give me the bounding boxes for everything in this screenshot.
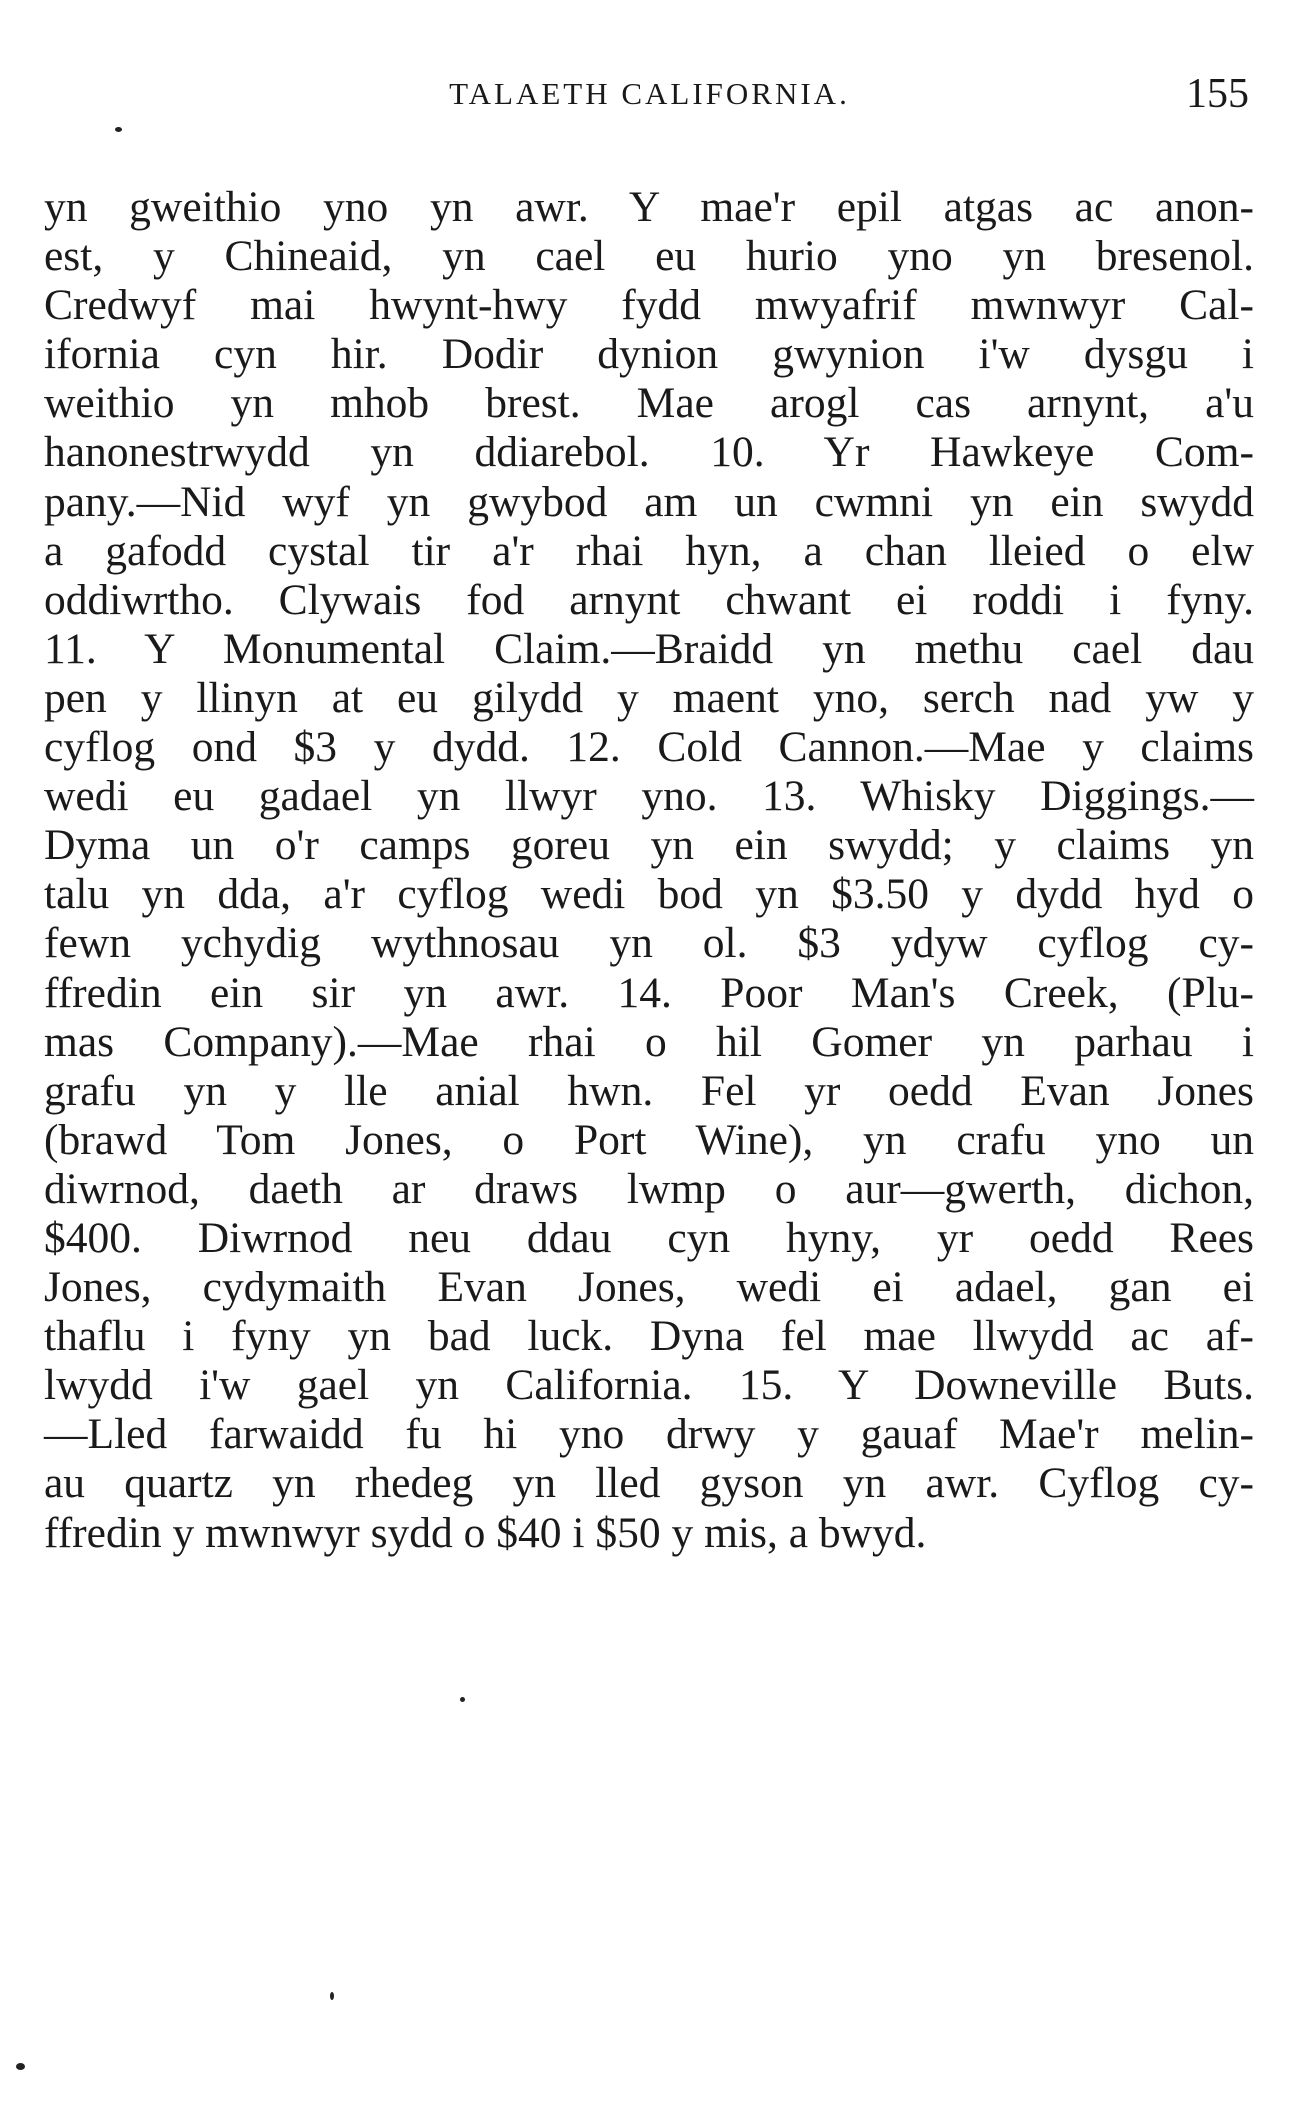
body-text — [44, 183, 1254, 1558]
text-line: oddiwrtho. Clywais fod arnynt chwant ei roddi i fyny. — [44, 575, 1254, 624]
text-line: grafu yn y lle anial hwn. Fel yr oedd Evan Jones — [44, 1066, 1254, 1115]
text-line: yn gweithio yno yn awr. Y mae'r epil atgas ac anon- — [44, 183, 1254, 231]
text-line: hanonestrwydd yn ddiarebol. 10. Yr Hawkeye Com- — [44, 428, 1254, 477]
text-line: ffredin ein sir yn awr. 14. Poor Man's Creek, (Plu- — [44, 968, 1254, 1017]
print-speck — [115, 127, 122, 132]
text-line: est, y Chineaid, yn cael eu hurio yno yn bresenol. — [44, 232, 1254, 281]
text-line: cyflog ond $3 y dydd. 12. Cold Cannon.—Mae y claims — [44, 723, 1254, 772]
text-line: diwrnod, daeth ar draws lwmp o aur—gwerth, dichon, — [44, 1164, 1254, 1213]
text-line: Credwyf mai hwynt-hwy fydd mwyafrif mwnwyr Cal- — [44, 281, 1254, 330]
text-line: a gafodd cystal tir a'r rhai hyn, a chan lleied o elw — [44, 526, 1254, 575]
running-title: TALAETH CALIFORNIA. — [449, 76, 850, 111]
text-line: ifornia cyn hir. Dodir dynion gwynion i'w dysgu i — [44, 330, 1254, 379]
print-speck — [330, 1992, 334, 2000]
text-line: 11. Y Monumental Claim.—Braidd yn methu cael dau — [44, 624, 1254, 673]
print-speck — [16, 2063, 25, 2070]
text-line: pen y llinyn at eu gilydd y maent yno, serch nad yw y — [44, 673, 1254, 722]
text-line: Dyma un o'r camps goreu yn ein swydd; y claims yn — [44, 821, 1254, 870]
text-line: fewn ychydig wythnosau yn ol. $3 ydyw cyflog cy- — [44, 919, 1254, 968]
text-line: pany.—Nid wyf yn gwybod am un cwmni yn ein swydd — [44, 477, 1254, 526]
text-line: weithio yn mhob brest. Mae arogl cas arnynt, a'u — [44, 379, 1254, 428]
text-line: ffredin y mwnwyr sydd o $40 i $50 y mis, a bwyd. — [44, 1508, 927, 1557]
text-line: talu yn dda, a'r cyflog wedi bod yn $3.50 y dydd hyd o — [44, 870, 1254, 919]
text-line: wedi eu gadael yn llwyr yno. 13. Whisky Diggings.— — [44, 772, 1254, 821]
text-line: lwydd i'w gael yn California. 15. Y Downeville Buts. — [44, 1361, 1254, 1410]
text-line: mas Company).—Mae rhai o hil Gomer yn parhau i — [44, 1017, 1254, 1066]
text-line: $400. Diwrnod neu ddau cyn hyny, yr oedd Rees — [44, 1213, 1254, 1262]
page-header — [0, 70, 1299, 130]
text-line: (brawd Tom Jones, o Port Wine), yn crafu yno un — [44, 1115, 1254, 1164]
print-speck — [460, 1697, 465, 1702]
text-line: thaflu i fyny yn bad luck. Dyna fel mae llwydd ac af- — [44, 1312, 1254, 1361]
page-number: 155 — [1186, 71, 1249, 117]
text-line: Jones, cydymaith Evan Jones, wedi ei adael, gan ei — [44, 1263, 1254, 1312]
text-line: au quartz yn rhedeg yn lled gyson yn awr. Cyflog cy- — [44, 1459, 1254, 1508]
text-line: —Lled farwaidd fu hi yno drwy y gauaf Mae'r melin- — [44, 1410, 1254, 1459]
